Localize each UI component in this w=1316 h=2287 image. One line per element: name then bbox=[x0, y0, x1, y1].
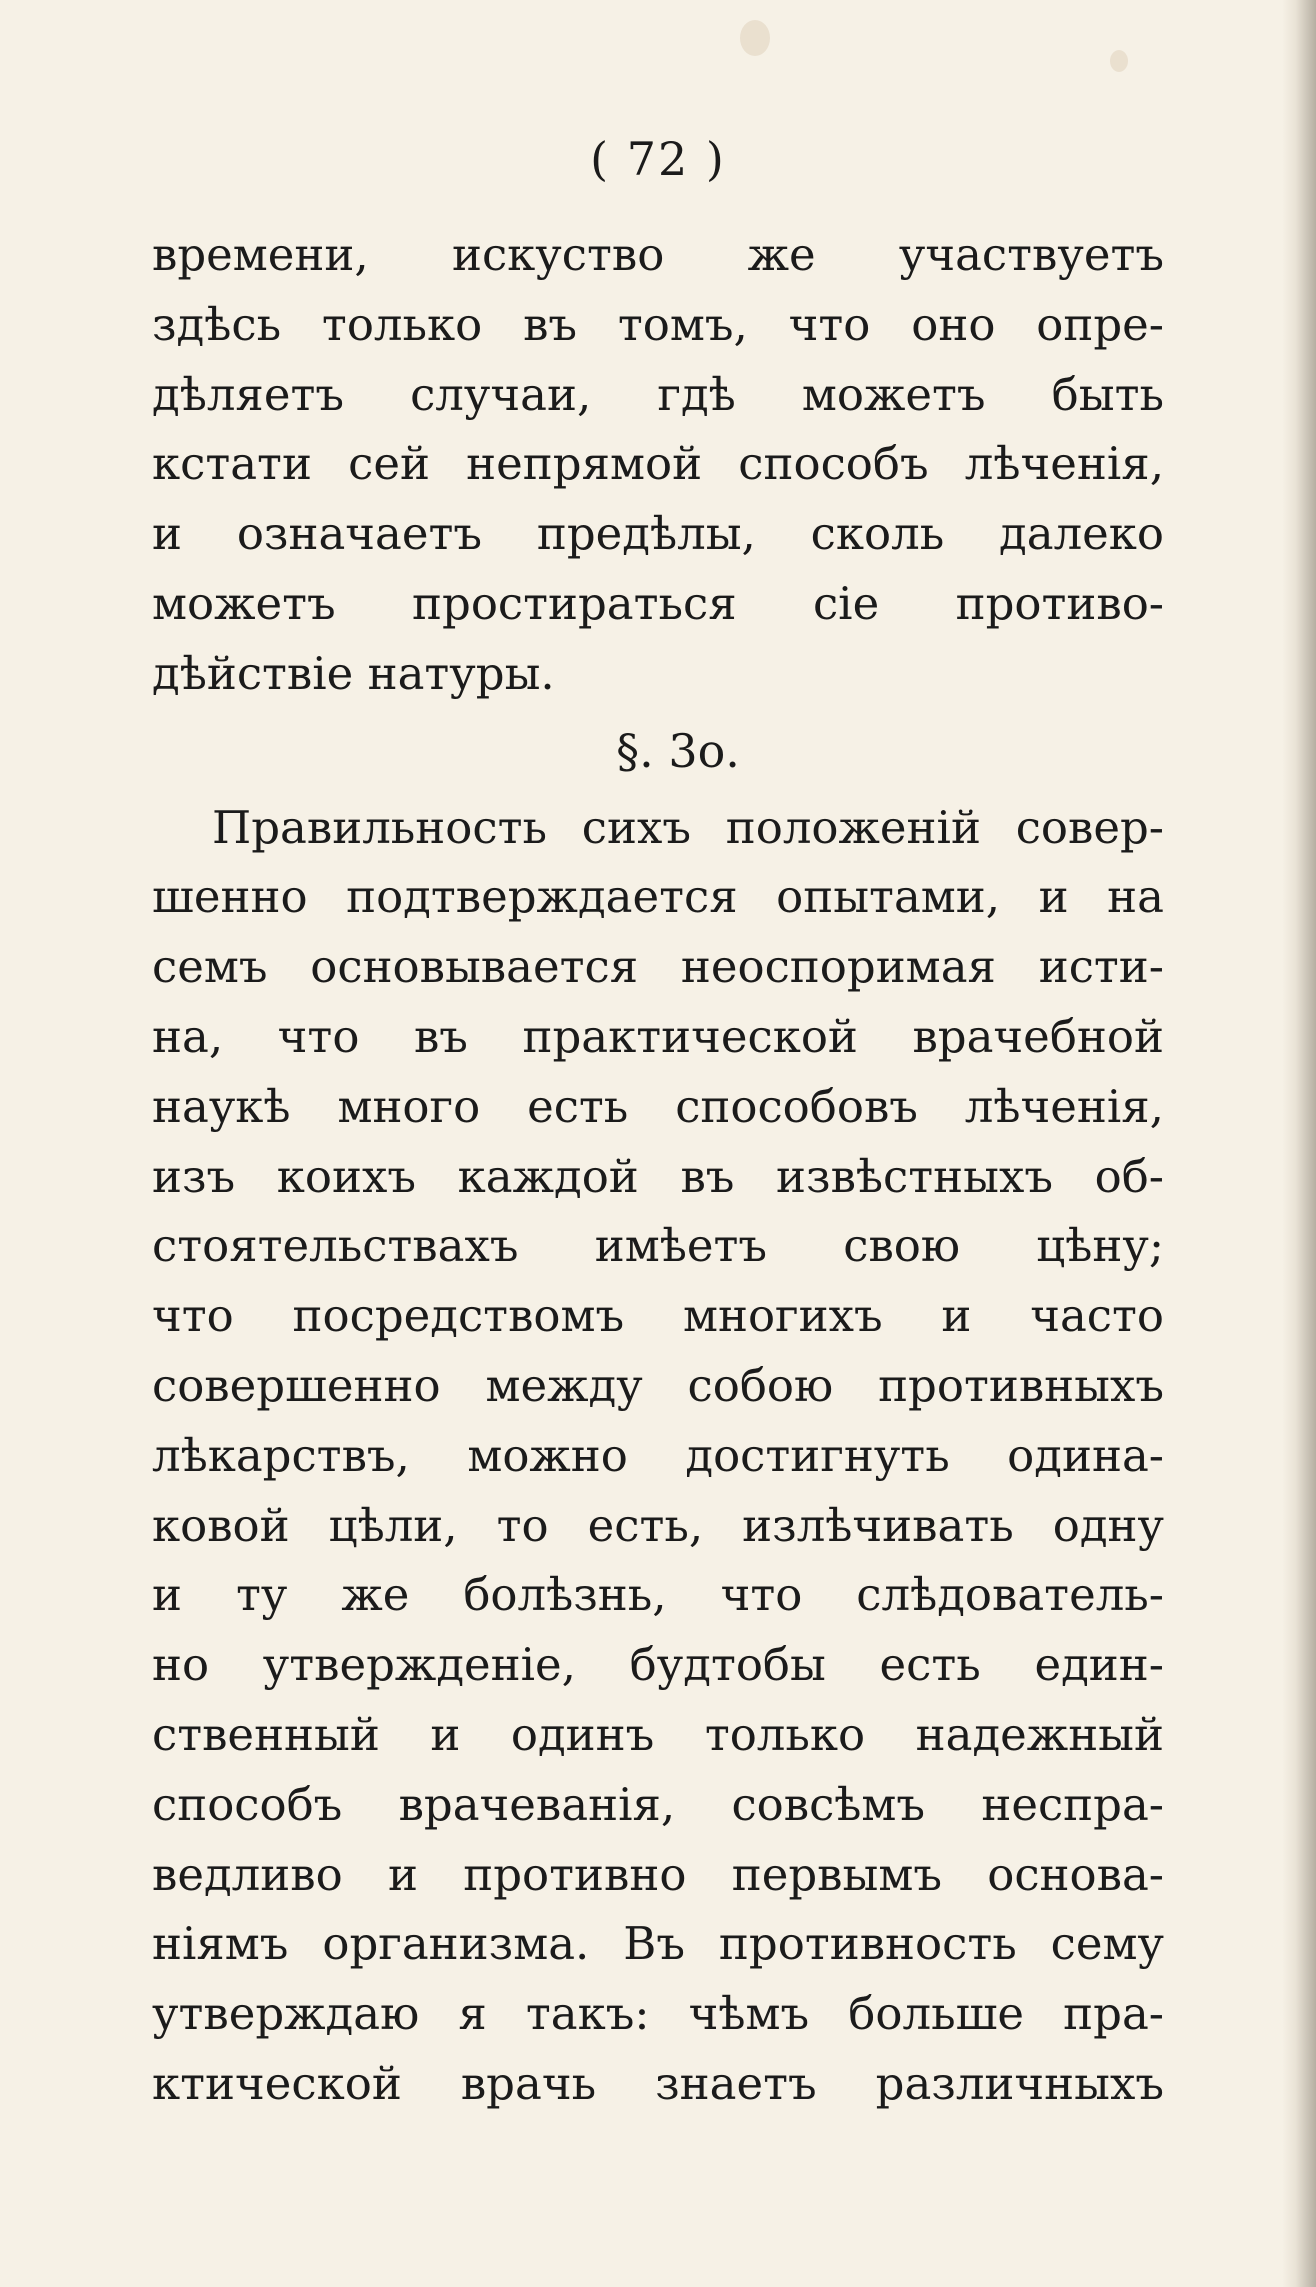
text-line: ковой цѣли, то есть, излѣчивать одну bbox=[152, 1498, 1164, 1552]
text-line: ведливо и противно первымъ основа- bbox=[152, 1847, 1164, 1901]
text-line: и ту же болѣзнь, что слѣдователь- bbox=[152, 1568, 1164, 1622]
text-line: наукѣ много есть способовъ лѣченія, bbox=[152, 1079, 1164, 1133]
text-line: изъ коихъ каждой въ извѣстныхъ об- bbox=[152, 1149, 1164, 1203]
text-line: времени, искуство же участвуетъ bbox=[152, 228, 1164, 281]
paragraph-2 bbox=[152, 793, 1164, 2119]
text-line: но утвержденіе, будтобы есть един- bbox=[152, 1638, 1164, 1692]
text-line: что посредствомъ многихъ и часто bbox=[152, 1289, 1164, 1343]
page-edge-shadow bbox=[1282, 0, 1316, 2287]
text-line: дѣйствіе натуры. bbox=[152, 646, 555, 700]
text-line: можетъ простираться сіе противо- bbox=[152, 576, 1164, 630]
text-line: утверждаю я такъ: чѣмъ больше пра- bbox=[152, 1987, 1164, 2041]
text-line: здѣсь только въ томъ, что оно опре- bbox=[152, 297, 1164, 351]
section-heading: §. 3о. bbox=[616, 723, 740, 778]
text-line: ктической врачь знаетъ различныхъ bbox=[152, 2056, 1164, 2110]
page-number: ( 72 ) bbox=[590, 132, 726, 186]
text-line: лѣкарствъ, можно достигнуть одина- bbox=[152, 1428, 1164, 1482]
text-line: дѣляетъ случаи, гдѣ можетъ быть bbox=[152, 367, 1164, 421]
text-line: шенно подтверждается опытами, и на bbox=[152, 870, 1164, 924]
text-line: Правильность сихъ положеній совер- bbox=[212, 800, 1164, 854]
paper-stain bbox=[1110, 50, 1128, 72]
text-line: на, что въ практической врачебной bbox=[152, 1009, 1164, 1063]
text-line: семъ основывается неоспоримая исти- bbox=[152, 940, 1164, 994]
text-line: кстати сей непрямой способъ лѣченія, bbox=[152, 437, 1164, 491]
text-line: ственный и одинъ только надежный bbox=[152, 1707, 1164, 1761]
text-line: способъ врачеванія, совсѣмъ неспра- bbox=[152, 1777, 1164, 1831]
text-line: и означаетъ предѣлы, сколь далеко bbox=[152, 507, 1164, 561]
paper-stain bbox=[740, 20, 770, 56]
paragraph-1 bbox=[152, 220, 1164, 709]
text-line: совершенно между собою противныхъ bbox=[152, 1358, 1164, 1412]
text-line: ніямъ организма. Въ противность сему bbox=[152, 1917, 1164, 1971]
text-line: стоятельствахъ имѣетъ свою цѣну; bbox=[152, 1219, 1164, 1273]
body-text bbox=[152, 220, 1164, 2119]
